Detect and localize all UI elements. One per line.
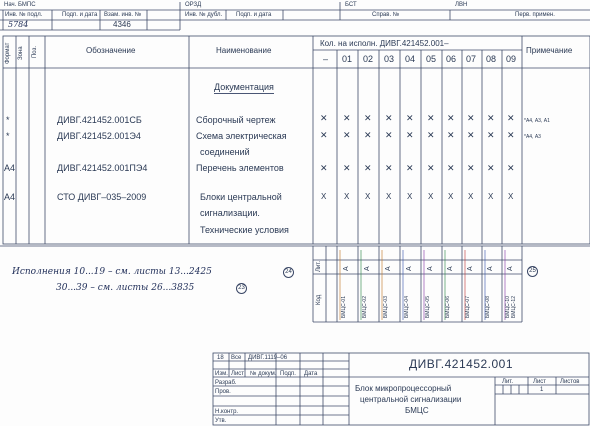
sheet-circle-mark: 24	[283, 267, 294, 278]
variant-mark: ✕	[507, 130, 515, 140]
row-note: *А4, А3, А1	[524, 118, 550, 124]
variant-mark: ✕	[427, 163, 435, 173]
stamp-utv-label: Утв.	[215, 418, 227, 424]
lit-value: А	[385, 266, 392, 271]
podp-data-1-label: Подп. и дата	[62, 12, 98, 18]
stamp-list-value: 1	[540, 387, 544, 393]
variant-mark: ✕	[467, 130, 475, 140]
variant-header: 03	[384, 54, 395, 64]
code-value: БМЦС-12	[511, 296, 517, 318]
code-value: БМЦС-02	[362, 296, 368, 318]
variant-mark: ✕	[406, 130, 414, 140]
variant-mark: ✕	[343, 113, 351, 123]
variant-mark: X	[386, 192, 392, 201]
variant-mark: X	[428, 192, 434, 201]
variant-mark: ✕	[320, 113, 328, 123]
variant-mark: ✕	[406, 113, 414, 123]
stamp-list-label: Лист	[231, 371, 245, 377]
code-value: БМЦС-05	[425, 296, 431, 318]
row-note: *А4, А3	[524, 134, 541, 140]
lit-value: А	[406, 266, 413, 271]
variant-mark: ✕	[364, 113, 372, 123]
row-format: А4	[4, 192, 16, 202]
row-naimen: Сборочный чертеж	[196, 115, 276, 125]
variant-mark: ✕	[507, 113, 515, 123]
stamp-izm-num: 18	[217, 355, 224, 361]
variant-header: 02	[363, 54, 374, 64]
code-value: БМЦС-08	[485, 296, 491, 318]
inv-podl-group: Нач. БМПС	[4, 2, 36, 8]
variant-mark: ✕	[385, 130, 393, 140]
inv-podl-value: 5784	[8, 20, 29, 29]
variants-note-line2: 30...39 – см. листы 26...3835	[56, 283, 195, 293]
variant-mark: ✕	[467, 163, 475, 173]
variant-mark: ✕	[447, 163, 455, 173]
stamp-ndokum-label: № докум.	[250, 371, 277, 377]
variant-header: 05	[426, 54, 437, 64]
lit-value: А	[447, 266, 454, 271]
variant-mark: ✕	[467, 113, 475, 123]
variant-mark: ✕	[447, 113, 455, 123]
variant-mark: ✕	[385, 163, 393, 173]
variant-mark: ✕	[406, 163, 414, 173]
variant-header: –	[323, 54, 329, 64]
variant-mark: ✕	[364, 163, 372, 173]
stamp-nkontr-label: Н.контр.	[215, 409, 239, 415]
stamp-podp-label: Подп.	[280, 371, 296, 377]
stamp-listov-label: Листов	[560, 379, 580, 385]
variant-header: 06	[446, 54, 457, 64]
row-format: *	[6, 115, 10, 125]
lit-value: А	[364, 266, 371, 271]
row-naimen: сигнализации.	[200, 208, 260, 218]
variant-mark: ✕	[427, 130, 435, 140]
inv-dubl-label: Инв. № дубл.	[185, 12, 223, 18]
variants-note-line1: Исполнения 10...19 – см. листы 13...2425	[12, 267, 212, 277]
sheet-circle-mark: 23	[236, 283, 247, 294]
stamp-prov-label: Пров.	[215, 389, 231, 395]
document-title-line2: центральной сигнализации	[360, 395, 462, 404]
variant-mark: ✕	[487, 163, 495, 173]
variant-mark: ✕	[364, 130, 372, 140]
vzam-inv-value: 4346	[113, 20, 131, 29]
stamp-list2-label: Лист	[533, 379, 547, 385]
variant-mark: X	[488, 192, 494, 201]
poz-header: Поз.	[32, 46, 38, 58]
sprav-label: Справ. №	[372, 12, 400, 18]
stamp-data-label: Дата	[304, 371, 318, 377]
perv-primen-label: Перв. примен.	[515, 12, 555, 18]
row-oboznach: СТО ДИВГ–035–2009	[57, 192, 147, 202]
row-format: *	[6, 131, 10, 141]
variant-header: 07	[466, 54, 477, 64]
lit-value: А	[427, 266, 434, 271]
variant-header: 01	[342, 54, 353, 64]
document-title-line3: БМЦС	[405, 406, 429, 415]
stamp-izm-doc: ДИВГ.1119–06	[248, 355, 288, 361]
stamp-izm-vse: Все	[231, 355, 242, 361]
document-title-line1: Блок микропроцессорный	[355, 384, 452, 393]
row-naimen: соединений	[200, 147, 250, 157]
variant-mark: X	[321, 192, 327, 201]
code-value: БМЦС-06	[445, 296, 451, 318]
lit-label: Лит.	[316, 260, 322, 272]
format-header: Формат	[5, 42, 11, 64]
oboznach-header: Обозначение	[86, 46, 136, 55]
ovn-code: ЛВН	[455, 2, 468, 8]
variant-mark: X	[365, 192, 371, 201]
code-value: БМЦС-07	[465, 296, 471, 318]
variant-mark: ✕	[487, 113, 495, 123]
row-naimen: Документация	[214, 82, 274, 92]
kol-vo-header: Кол. на исполн. ДИВГ.421452.001–	[320, 39, 449, 48]
stamp-izm-label: Изм.	[215, 371, 228, 377]
variant-mark: ✕	[507, 163, 515, 173]
code-value: БМЦС-10	[505, 296, 511, 318]
primech-header: Примечание	[526, 46, 573, 55]
naimen-header: Наименование	[216, 46, 272, 55]
row-naimen: Блоки центральной	[200, 192, 282, 202]
row-naimen: Технические условия	[200, 225, 289, 235]
lit-value: А	[507, 266, 514, 271]
lit-value: А	[467, 266, 474, 271]
inv-podl-label: Инв. № подл.	[5, 12, 43, 18]
stamp-razrab-label: Разраб.	[215, 380, 237, 386]
variant-mark: ✕	[320, 130, 328, 140]
variant-mark: ✕	[320, 163, 328, 173]
variant-mark: ✕	[447, 130, 455, 140]
stamp-lit-label: Лит.	[502, 379, 514, 385]
code-value: БМЦС-01	[341, 296, 347, 318]
variant-mark: X	[407, 192, 413, 201]
lit-value: А	[487, 266, 494, 271]
variant-mark: X	[344, 192, 350, 201]
lit-value: А	[343, 266, 350, 271]
variant-mark: X	[448, 192, 454, 201]
org-code: ОРЗД	[185, 2, 202, 8]
row-oboznach: ДИВГ.421452.001ПЭ4	[57, 163, 148, 173]
bst-code: БСТ	[345, 2, 357, 8]
kod-label: Код	[316, 294, 322, 305]
row-naimen: Схема электрическая	[196, 131, 287, 141]
row-format: А4	[4, 163, 16, 173]
variant-mark: X	[468, 192, 474, 201]
row-oboznach: ДИВГ.421452.001Э4	[57, 131, 141, 141]
variant-header: 09	[506, 54, 517, 64]
row-naimen: Перечень элементов	[196, 163, 284, 173]
variant-mark: ✕	[343, 163, 351, 173]
variant-header: 08	[486, 54, 497, 64]
sheet-circle-mark: 25	[527, 266, 538, 277]
variant-mark: ✕	[427, 113, 435, 123]
zona-header: Зона	[18, 46, 24, 60]
row-oboznach: ДИВГ.421452.001СБ	[57, 115, 142, 125]
variant-mark: ✕	[385, 113, 393, 123]
document-designation: ДИВГ.421452.001	[409, 357, 514, 371]
variant-header: 04	[405, 54, 416, 64]
variant-mark: X	[508, 192, 514, 201]
code-value: БМЦС-03	[383, 296, 389, 318]
variant-mark: ✕	[487, 130, 495, 140]
code-value: БМЦС-04	[404, 296, 410, 318]
podp-data-2-label: Подп. и дата	[236, 12, 272, 18]
variant-mark: ✕	[343, 130, 351, 140]
vzam-inv-label: Взам. инв. №	[104, 12, 142, 18]
